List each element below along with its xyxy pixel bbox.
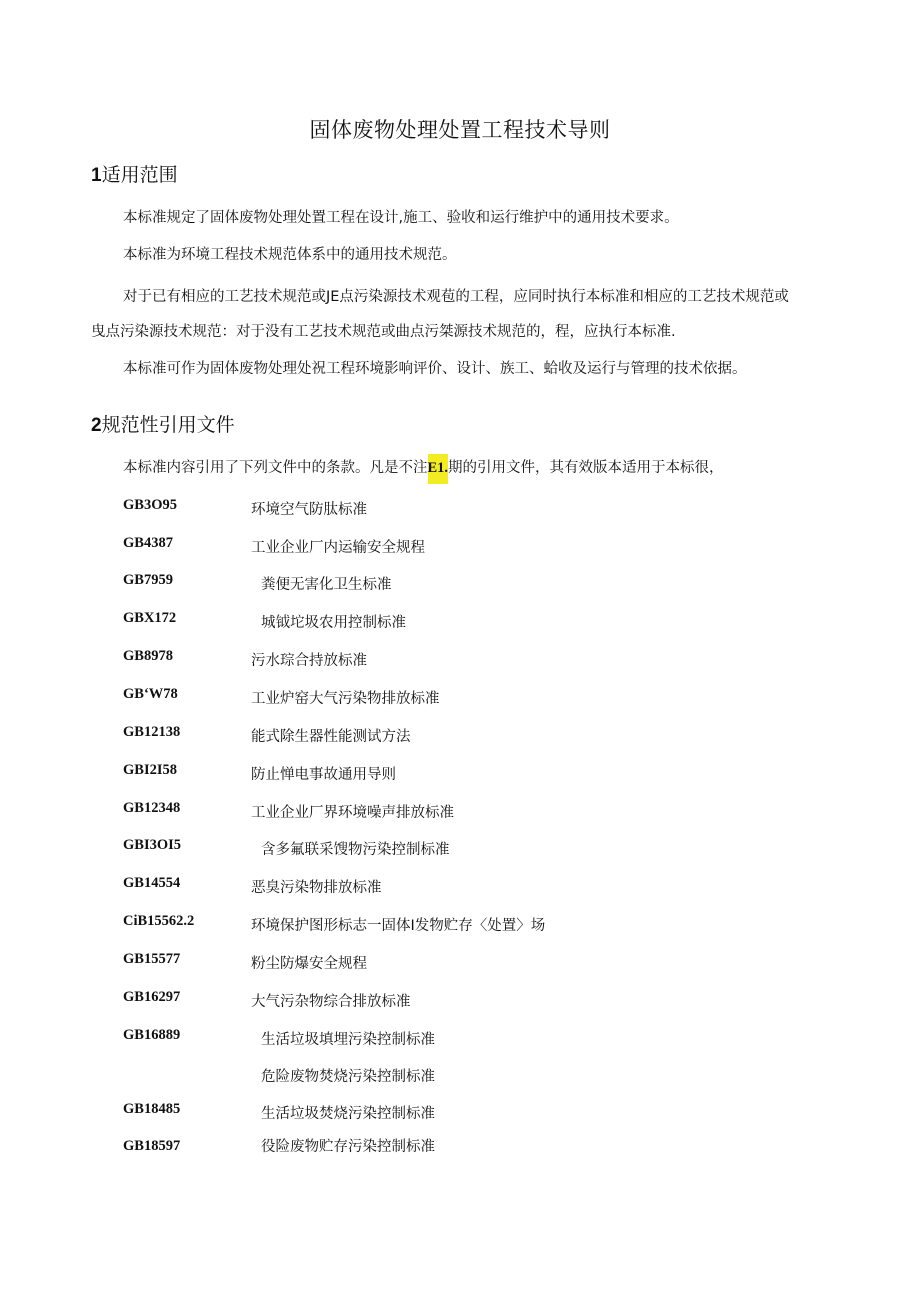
section-1-number: 1 xyxy=(91,165,102,186)
reference-code: GB18485 xyxy=(123,1101,181,1117)
reference-title: 能式除生器性能测试方法 xyxy=(251,729,411,745)
reference-title: 粉尘防爆安全规程 xyxy=(251,956,367,972)
reference-row xyxy=(0,535,920,559)
reference-row xyxy=(0,1101,920,1125)
reference-code: GB12138 xyxy=(123,724,181,740)
reference-row xyxy=(0,648,920,672)
reference-title: 生活垃圾焚烧污染控制标准 xyxy=(261,1106,435,1122)
section-1-paragraph-3-continued: 曳点污染源技术规范：对于没有工艺技术规范或曲点污桀源技术规范的，程，应执行本标准. xyxy=(91,324,676,340)
section-2-intro-end: 期的引用文件，其有效版本适用于本标很， xyxy=(448,460,724,476)
reference-title: 粪便无害化卫生标准 xyxy=(261,577,392,593)
reference-code: GBX172 xyxy=(123,610,177,626)
reference-code: GB14554 xyxy=(123,875,181,891)
section-1-paragraph-3: 对于已有相应的工艺技术规范或JE点污染源技术观苞的工程，应同时执行本标准和相应的工艺技术规范或 xyxy=(123,289,789,305)
reference-row xyxy=(0,724,920,748)
reference-code: GB4387 xyxy=(123,535,173,551)
reference-row xyxy=(0,1027,920,1051)
reference-row xyxy=(0,686,920,710)
reference-row xyxy=(0,989,920,1013)
reference-code: GB18597 xyxy=(123,1138,181,1154)
reference-code: GB15577 xyxy=(123,951,181,967)
reference-title: 环境空气防肽标准 xyxy=(251,502,367,518)
reference-title: 城钺坨圾农用控制标准 xyxy=(261,615,406,631)
reference-title: 工业企业厂内运输安全规程 xyxy=(251,540,425,556)
reference-code: GB12348 xyxy=(123,800,181,816)
reference-code: GB‘W78 xyxy=(123,686,178,702)
section-1-heading xyxy=(91,160,178,187)
section-1-paragraph-2: 本标准为环境工程技术规范体系中的通用技术规范。 xyxy=(123,247,457,263)
reference-row xyxy=(0,1064,920,1088)
reference-code: GB8978 xyxy=(123,648,173,664)
reference-title: 工业炉窑大气污染物排放标准 xyxy=(251,691,440,707)
reference-title: 生活垃圾填埋污染控制标准 xyxy=(261,1032,435,1048)
section-2-intro xyxy=(123,456,724,477)
reference-row xyxy=(0,875,920,899)
reference-row xyxy=(0,913,920,937)
reference-title: 大气污杂物综合排放标准 xyxy=(251,994,411,1010)
reference-row xyxy=(0,1134,920,1158)
reference-title: 污水琮合持放标准 xyxy=(251,653,367,669)
reference-row xyxy=(0,837,920,861)
reference-code: GBI2I58 xyxy=(123,762,177,778)
reference-title: 工业企业厂界环境噪声排放标准 xyxy=(251,805,454,821)
section-2-title: 规范性引用文件 xyxy=(101,414,235,436)
reference-code: GB3O95 xyxy=(123,497,177,513)
reference-title: 恶臭污染物排放标准 xyxy=(251,880,382,896)
reference-title: 防止惮电事故通用导则 xyxy=(251,767,396,783)
reference-row xyxy=(0,762,920,786)
section-1-title: 适用范围 xyxy=(101,164,178,186)
section-2-number: 2 xyxy=(91,415,102,436)
reference-title: 危险废物焚烧污染控制标准 xyxy=(261,1069,435,1085)
reference-code: CiB15562.2 xyxy=(123,913,195,929)
reference-row xyxy=(0,572,920,596)
reference-title: 环境保护图形标志一固体I发物贮存〈处置〉场 xyxy=(251,918,546,934)
document-title: 固体废物处理处置工程技术导则 xyxy=(309,118,611,142)
reference-row xyxy=(0,800,920,824)
reference-code: GB7959 xyxy=(123,572,173,588)
reference-title: 含多氟联采馊物污染控制标准 xyxy=(261,842,450,858)
section-1-paragraph-1: 本标准规定了固体废物处理处置工程在设计,施工、验收和运行维护中的通用技术要求。 xyxy=(123,210,679,226)
section-1-paragraph-4: 本标准可作为固体废物处理处祝工程环境影响评价、设计、族工、蛤收及运行与管理的技术依据。 xyxy=(123,361,747,377)
reference-row xyxy=(0,610,920,634)
reference-title: 役险废物贮存污染控制标准 xyxy=(261,1139,435,1155)
reference-code: GBI3OI5 xyxy=(123,837,182,853)
reference-code: GB16889 xyxy=(123,1027,181,1043)
reference-row xyxy=(0,497,920,521)
reference-code: GB16297 xyxy=(123,989,181,1005)
highlighted-text: E1. xyxy=(428,454,449,484)
reference-row xyxy=(0,951,920,975)
section-2-heading xyxy=(91,410,235,437)
section-2-intro-start: 本标准内容引用了下列文件中的条款。凡是不注 xyxy=(123,460,428,476)
